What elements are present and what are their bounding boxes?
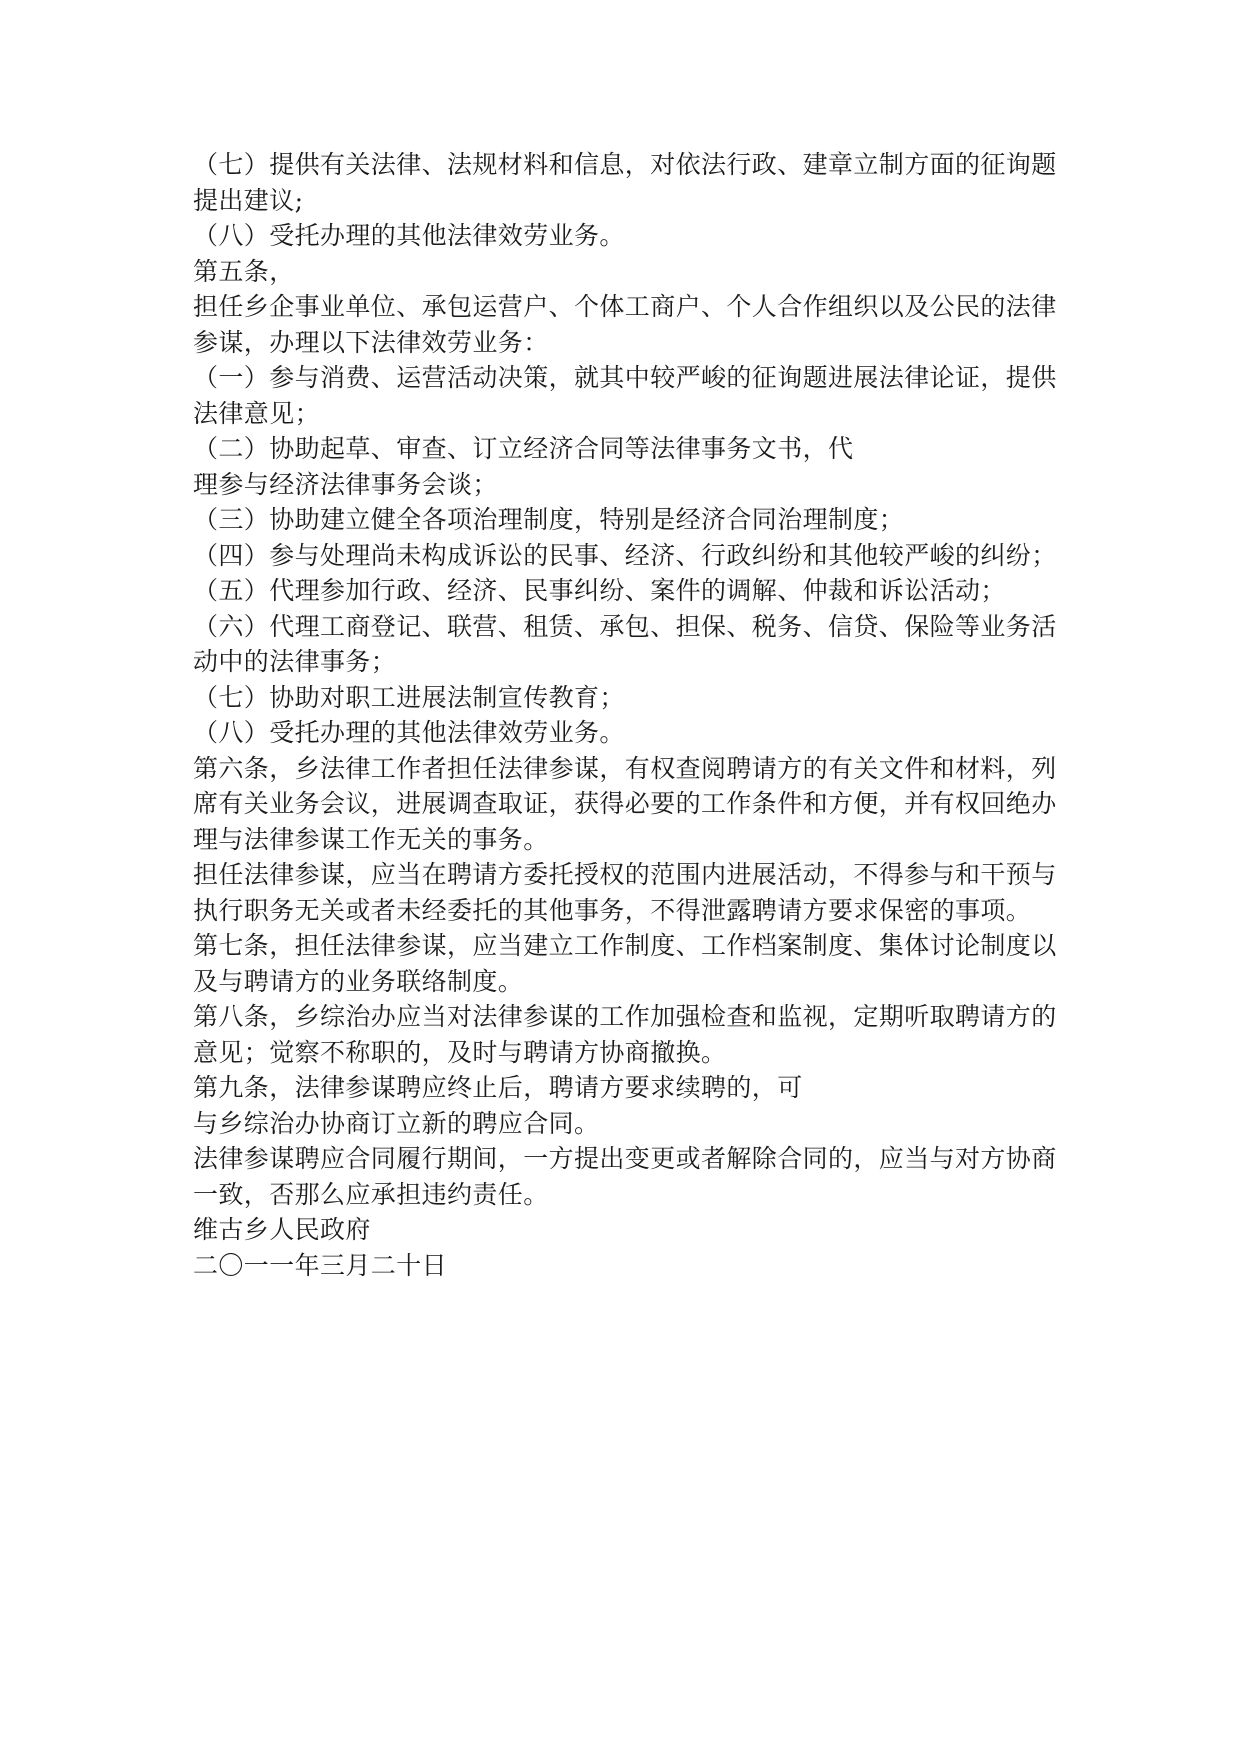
text-line: 第七条，担任法律参谋，应当建立工作制度、工作档案制度、集体讨论制度以	[193, 931, 1057, 960]
text-line: 及与聘请方的业务联络制度。	[193, 966, 524, 996]
text-line: 参谋，办理以下法律效劳业务：	[193, 327, 549, 357]
text-line: （五）代理参加行政、经济、民事纠纷、案件的调解、仲裁和诉讼活动；	[193, 576, 1006, 605]
text-line: （二）协助起草、审查、订立经济合同等法律事务文书，代	[193, 434, 854, 463]
text-line: 法律参谋聘应合同履行期间，一方提出变更或者解除合同的，应当与对方协商	[193, 1144, 1057, 1173]
text-line: 动中的法律事务；	[193, 647, 397, 676]
text-line: （八）受托办理的其他法律效劳业务。	[193, 221, 625, 250]
text-line: 第八条，乡综治办应当对法律参谋的工作加强检查和监视，定期听取聘请方的	[193, 1002, 1057, 1031]
text-line: （八）受托办理的其他法律效劳业务。	[193, 718, 625, 747]
text-line: （一）参与消费、运营活动决策，就其中较严峻的征询题进展法律论证，提供	[193, 363, 1057, 392]
text-line: 提出建议;	[193, 185, 304, 215]
text-line: （三）协助建立健全各项治理制度，特别是经济合同治理制度；	[193, 505, 905, 534]
text-line: 执行职务无关或者未经委托的其他事务，不得泄露聘请方要求保密的事项。	[193, 895, 1032, 925]
document-body	[193, 147, 1055, 1283]
text-line: 与乡综治办协商订立新的聘应合同。	[193, 1108, 600, 1138]
text-line: （七）提供有关法律、法规材料和信息，对依法行政、建章立制方面的征询题	[193, 150, 1057, 179]
text-line: 法律意见；	[193, 398, 321, 428]
text-line: （六）代理工商登记、联营、租赁、承包、担保、税务、信贷、保险等业务活	[193, 611, 1057, 641]
text-line: 席有关业务会议，进展调查取证，获得必要的工作条件和方便，并有权回绝办	[193, 789, 1057, 818]
text-line: 理与法律参谋工作无关的事务。	[193, 824, 549, 854]
text-line: （七）协助对职工进展法制宣传教育；	[193, 682, 625, 712]
text-line: 意见；觉察不称职的，及时与聘请方协商撤换。	[193, 1037, 727, 1067]
article-heading: 第五条，	[193, 256, 295, 286]
text-line: （四）参与处理尚未构成诉讼的民事、经济、行政纠纷和其他较严峻的纠纷；	[193, 540, 1057, 570]
signature-date: 二〇一一年三月二十日	[193, 1250, 448, 1280]
text-line: 第九条，法律参谋聘应终止后，聘请方要求续聘的，可	[193, 1073, 803, 1102]
text-line: 理参与经济法律事务会谈；	[193, 469, 498, 499]
text-line: 担任乡企事业单位、承包运营户、个体工商户、个人合作组织以及公民的法律	[193, 292, 1057, 321]
text-line: 第六条，乡法律工作者担任法律参谋，有权查阅聘请方的有关文件和材料，列	[193, 753, 1057, 783]
text-line: 一致，否那么应承担违约责任。	[193, 1179, 549, 1209]
text-line: 担任法律参谋，应当在聘请方委托授权的范围内进展活动，不得参与和干预与	[193, 860, 1057, 889]
signature-organization: 维古乡人民政府	[193, 1215, 371, 1244]
